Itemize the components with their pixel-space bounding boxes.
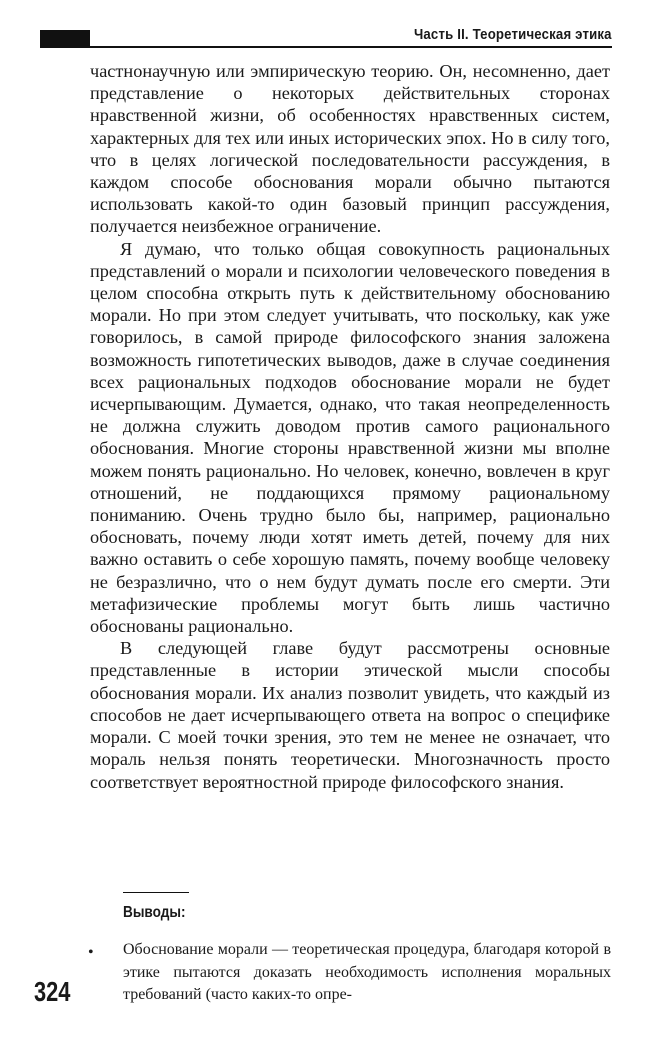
header-rule <box>40 46 612 48</box>
paragraph-2: Я думаю, что только общая совокупность рациональных представлений о морали и психологии человеческого поведения в целом способна открыть путь к действительному обоснованию морали. Но при этом следует учитывать, что поскольку, как уже говорилось, в самой природе философского знания заложена возможность гипотетических выводов, даже в случае соединения всех рациональных подходов обоснование морали не будет исчерпывающим. Думается, однако, что такая неопределенность не должна служить доводом против самого рационального обоснования. Многие стороны нравственной жизни мы вполне можем понять рационально. Но человек, конечно, вовлечен в круг отношений, не поддающихся прямому рациональному пониманию. Очень трудно было бы, например, рационально обосновать, почему люди хотят иметь детей, почему для них важно оставить о себе хорошую память, почему вообще человеку не безразлично, что о нем будут думать после его смерти. Эти метафизические проблемы могут быть лишь частично обоснованы рационально. <box>90 238 610 637</box>
paragraph-1: частнонаучную или эмпирическую теорию. Он, несомненно, дает представление о некоторых действительных сторонах нравственной жизни, об особенностях нравственных систем, характерных для тех или иных исторических эпох. Но в силу того, что в целях логической последовательности рассуждения, в каждом способе обоснования морали обычно пытаются использовать какой-то один базовый принцип рассуждения, получается неизбежное ограничение. <box>90 61 610 237</box>
main-text <box>90 60 610 793</box>
running-head: Часть II. Теоретическая этика <box>414 26 612 43</box>
page-number: 324 <box>34 976 71 1007</box>
bullet-item: Обоснование морали — теоретическая процедура, благодаря которой в этике пытаются доказать необходимость исполнения моральных требований (часто каких-то опре- <box>123 941 611 1003</box>
bullet-icon: • <box>88 944 94 961</box>
conclusions-rule <box>123 892 189 893</box>
paragraph-3: В следующей главе будут рассмотрены основные представленные в истории этической мысли способы обоснования морали. Их анализ позволит увидеть, что каждый из способов не дает исчерпывающего ответа на вопрос о специфике морали. С моей точки зрения, это тем не менее не означает, что мораль нельзя понять теоретически. Многозначность просто соответствует вероятностной природе философского знания. <box>90 638 610 792</box>
conclusions-heading: Выводы: <box>123 904 186 921</box>
